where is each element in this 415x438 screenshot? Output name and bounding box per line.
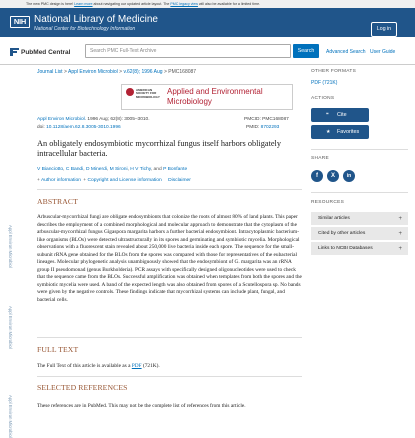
- doi-line: doi: 10.1128/aem.62.8.3005-3010.1996: [37, 125, 121, 130]
- pmc-logo-text: PubMed Central: [21, 48, 71, 56]
- linkedin-icon[interactable]: in: [343, 170, 355, 182]
- site-header: [0, 8, 415, 37]
- legacy-view-link[interactable]: PMC legacy view: [170, 2, 198, 6]
- search-input[interactable]: Search PMC Full-Text Archive: [85, 44, 291, 58]
- breadcrumb-journal[interactable]: Appl Environ Microbiol: [68, 69, 118, 75]
- banner-text-1: The new PMC design is here!: [26, 2, 74, 6]
- full-text-heading: FULL TEXT: [37, 345, 79, 354]
- author-link[interactable]: M Sironi: [109, 167, 128, 172]
- citation-line: Appl Environ Microbiol. 1996 Aug; 62(8): 3005–3010.: [37, 117, 150, 122]
- disclaimer-link[interactable]: Disclaimer: [168, 178, 191, 183]
- nih-logo[interactable]: NIH: [10, 16, 30, 28]
- ncbi-links-item[interactable]: Links to NCBI Databases +: [311, 242, 408, 256]
- similar-articles-item[interactable]: Similar articles +: [311, 212, 408, 226]
- abstract-heading: ABSTRACT: [37, 197, 78, 206]
- pmc-logo-icon: [10, 48, 19, 56]
- cite-button[interactable]: ❝ Cite: [311, 108, 369, 122]
- vertical-journal-label: Appl Environ Microbiol: [8, 225, 13, 268]
- search-button[interactable]: Search: [293, 44, 319, 58]
- facebook-icon[interactable]: f: [311, 170, 323, 182]
- site-title[interactable]: National Library of Medicine: [34, 14, 158, 25]
- pmc-logo[interactable]: [10, 47, 70, 57]
- divider: [37, 376, 302, 377]
- pmid-line: PMID: 8702293: [246, 125, 280, 130]
- star-icon: ★: [326, 129, 331, 135]
- left-journal-strip: [0, 65, 30, 438]
- breadcrumb-issue[interactable]: v.62(8); 1996 Aug: [123, 69, 163, 75]
- copyright-link[interactable]: Copyright and License information: [87, 178, 162, 183]
- journal-link[interactable]: Appl Environ Microbiol: [37, 117, 85, 122]
- plus-icon: +: [398, 216, 402, 222]
- asm-logo-icon: [126, 88, 134, 96]
- banner-text-3: will also be available for a limited time.: [198, 2, 261, 6]
- author-list: V Bianciotto, C Bandi, D Minerdi, M Sironi, H V Tichy, and P Bonfante: [37, 167, 188, 172]
- user-guide-link[interactable]: User Guide: [370, 48, 396, 55]
- full-text-note: The Full Text of this article is available as a PDF (721K).: [37, 363, 160, 369]
- site-subtitle: National Center for Biotechnology Information: [34, 26, 136, 32]
- top-banner: [0, 0, 415, 8]
- divider: [37, 189, 302, 190]
- pdf-link[interactable]: PDF: [131, 363, 142, 369]
- resources-heading: RESOURCES: [311, 200, 345, 205]
- actions-heading: ACTIONS: [311, 96, 335, 101]
- abstract-text: Arbuscular-mycorrhizal fungi are obligate endosymbionts that colonize the roots of almost 80% of land plants. This paper describes the employment of a combined morphological and molecular approach to demonstrate that the cytoplasm of the arbuscular-mycorrhizal fungus Gigaspora margarita harbors a further bacterial endosymbiont. Intracytoplasmic bacterium-like organisms (BLOs) were detected ultrastructurally in its spores and germinating and symbiotic mycelia. Morphological observations with a fluorescent stain revealed about 250,000 live bacteria inside each spore. The sequence for the small-subunit rRNA gene obtained for the BLOs from the spores was compared with those for representatives of the eubacterial lineages. Molecular phylogenetic analysis unambiguously showed that the endosymbiont of G. margarita was an rRNA group II pseudomonad (genus Burkholderia). PCR assays with specifically designed oligonucleotides were used to check that the sequence came from the BLOs. Successful amplification was obtained when templates from both the spores and the symbiotic mycelia were used. A band of the expected length was also obtained from spores of a Scutellospora sp. No bands were given by the negative controls. These findings indicate that mycorrhizal systems can include plant, fungal, and bacterial cells.: [37, 214, 302, 303]
- article-info-links: [37, 178, 192, 183]
- journal-banner-logo[interactable]: [121, 84, 293, 110]
- vertical-journal-label: Appl Environ Microbiol: [8, 395, 13, 438]
- doi-link[interactable]: 10.1128/aem.62.8.3005-3010.1996: [46, 125, 121, 130]
- author-link[interactable]: C Bandi: [65, 167, 84, 172]
- cited-by-item[interactable]: Cited by other articles +: [311, 227, 408, 241]
- plus-icon: +: [398, 231, 402, 237]
- plus-icon: +: [83, 178, 87, 183]
- plus-icon: +: [398, 246, 402, 252]
- favorites-button[interactable]: ★ Favorites: [311, 125, 369, 139]
- author-link[interactable]: D Minerdi: [85, 167, 107, 172]
- author-link[interactable]: V Bianciotto: [37, 167, 64, 172]
- share-heading: SHARE: [311, 156, 330, 161]
- article-title: An obligately endosymbiotic mycorrhizal fungus itself harbors obligately intracellular bacteria.: [37, 139, 282, 159]
- author-information-link[interactable]: Author information: [40, 178, 81, 183]
- breadcrumb: Journal List > Appl Environ Microbiol > v.62(8); 1996 Aug > PMC168087: [37, 69, 197, 75]
- divider: [311, 192, 408, 193]
- divider: [37, 337, 302, 338]
- author-link[interactable]: H V Tichy: [130, 167, 151, 172]
- login-button[interactable]: Log in: [371, 22, 397, 37]
- society-name: AMERICAN SOCIETY FOR MICROBIOLOGY: [136, 88, 160, 99]
- advanced-search-link[interactable]: Advanced Search: [326, 48, 366, 55]
- pmid-link[interactable]: 8702293: [260, 125, 280, 130]
- x-twitter-icon[interactable]: X: [327, 170, 339, 182]
- references-heading: SELECTED REFERENCES: [37, 383, 128, 392]
- author-link[interactable]: P Bonfante: [163, 167, 188, 172]
- vertical-journal-label: Appl Environ Microbiol: [8, 306, 13, 349]
- plus-icon: +: [37, 178, 40, 183]
- search-bar: [0, 37, 415, 65]
- breadcrumb-current: PMC168087: [168, 69, 197, 75]
- references-note: These references are in PubMed. This may not be the complete list of references from this article.: [37, 403, 246, 409]
- other-formats-heading: OTHER FORMATS: [311, 69, 357, 74]
- quote-icon: ❝: [326, 112, 329, 118]
- learn-more-link[interactable]: Learn more: [74, 2, 93, 6]
- pdf-format-link[interactable]: PDF (721K): [311, 80, 338, 86]
- breadcrumb-journal-list[interactable]: Journal List: [37, 69, 63, 75]
- pmcid: PMCID: PMC168087: [244, 117, 289, 122]
- banner-text-2: about navigating our updated article layout. The: [93, 2, 170, 6]
- divider: [311, 149, 408, 150]
- journal-name: Applied and Environmental Microbiology: [167, 87, 263, 106]
